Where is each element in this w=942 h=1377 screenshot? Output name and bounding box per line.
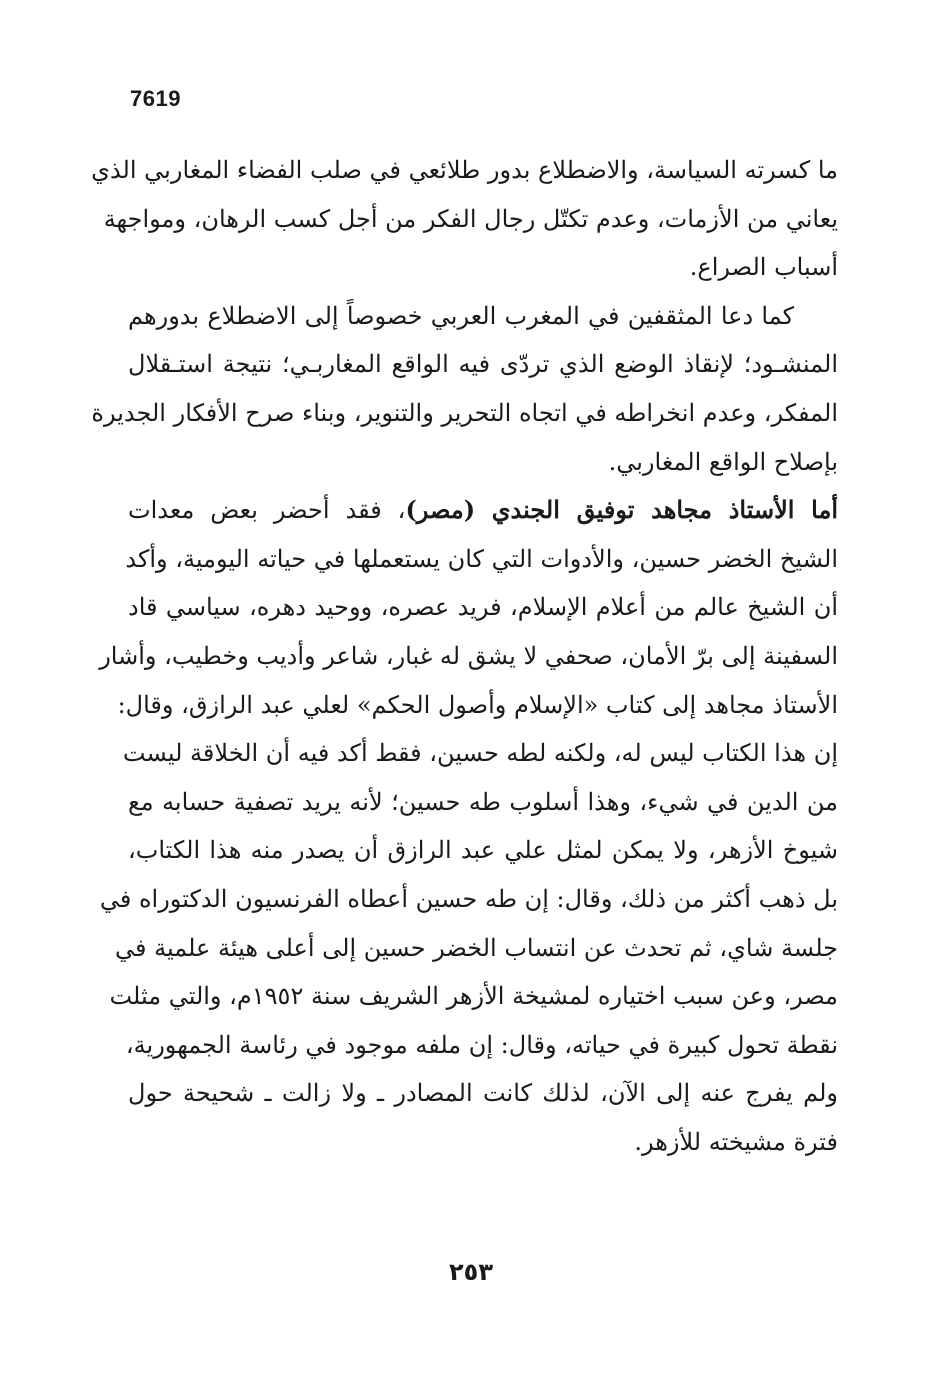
text-line: ولم يفرج عنه إلى الآن، لذلك كانت المصادر ـ ولا زالت ـ شحيحة حول [128,1079,838,1108]
text-fragment: ، فقد أحضر بعض معدات [128,496,406,525]
page-id: 7619 [130,86,181,111]
text-line: نقطة تحول كبيرة في حياته، وقال: إن ملفه موجود في رئاسة الجمهورية، [125,1030,838,1059]
text-line: السفينة إلى برّ الأمان، صحفي لا يشق له غبار، شاعر وأديب وخطيب، وأشار [99,641,838,670]
text-line: بإصلاح الواقع المغاربي. [608,447,838,476]
text-line: الأستاذ مجاهد إلى كتاب «الإسلام وأصول الحكم» لعلي عبد الرازق، وقال: [117,690,838,719]
paragraph-3 [99,486,839,1166]
text-line: المنشـود؛ لإنقاذ الوضع الذي تردّى فيه الواقع المغاربـي؛ نتيجة استـقلال [128,350,838,379]
paragraph-2 [91,292,838,486]
body-text [91,146,839,1166]
text-line: مصر، وعن سبب اختياره لمشيخة الأزهر الشريف سنة ١٩٥٢م، والتي مثلت [109,982,838,1011]
speaker-name: أما الأستاذ مجاهد توفيق الجندي (مصر) [405,495,839,525]
text-line: من الدين في شيء، وهذا أسلوب طه حسين؛ لأنه يريد تصفية حسابه مع [128,787,838,816]
text-line: يعاني من الأزمات، وعدم تكتّل رجال الفكر من أجل كسب الرهان، ومواجهة [103,204,838,233]
page-number: ٢٥٣ [449,1258,493,1286]
text-line: ما كسرته السياسة، والاضطلاع بدور طلائعي في صلب الفضاء المغاربي الذي [91,156,838,184]
text-line: المفكر، وعدم انخراطه في اتجاه التحرير والتنوير، وبناء صرح الأفكار الجديرة [91,398,838,427]
text-line: أن الشيخ عالم من أعلام الإسلام، فريد عصره، ووحيد دهره، سياسي قاد [128,593,838,622]
text-line: شيوخ الأزهر، ولا يمكن لمثل علي عبد الرازق أن يصدر منه هذا الكتاب، [128,836,838,865]
text-line: جلسة شاي، ثم تحدث عن انتساب الخضر حسين إلى أعلى هيئة علمية في [114,933,838,962]
paragraph-1 [91,146,838,292]
text-line: فترة مشيخته للأزهر. [634,1127,838,1156]
text-line [128,486,838,535]
text-line: بل ذهب أكثر من ذلك، وقال: إن طه حسين أعطاه الفرنسيون الدكتوراه في [99,884,838,913]
text-line: الشيخ الخضر حسين، والأدوات التي كان يستعملها في حياته اليومية، وأكد [125,544,838,573]
text-line: إن هذا الكتاب ليس له، ولكنه لطه حسين، فقط أكد فيه أن الخلاقة ليست [122,739,838,768]
text-line: كما دعا المثقفين في المغرب العربي خصوصاً إلى الاضطلاع بدورهم [128,301,794,330]
text-line: أسباب الصراع. [689,253,838,282]
